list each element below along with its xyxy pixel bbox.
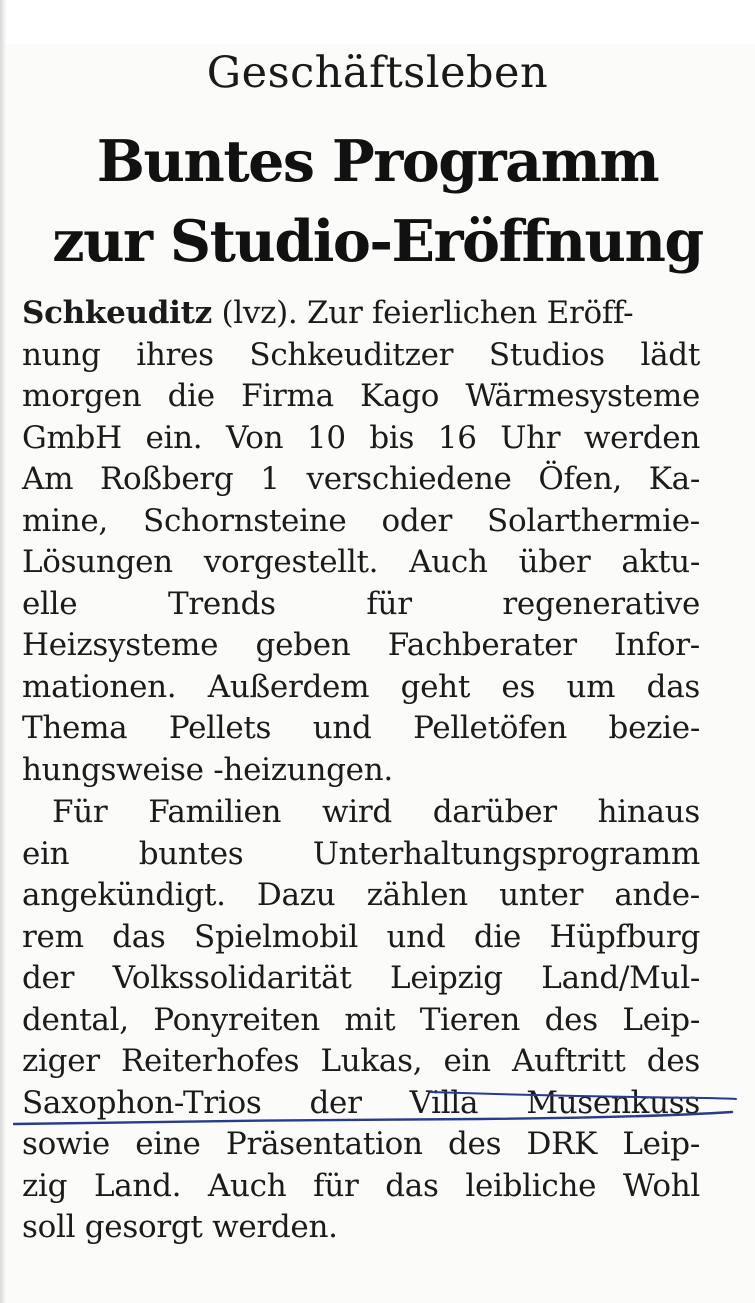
clipping-edge xyxy=(0,0,6,1303)
text-line: Saxophon-Trios der Villa Musenkuss xyxy=(22,1084,700,1121)
text-line: Thema Pellets und Pelletöfen bezie- xyxy=(22,710,700,746)
text-line: angekündigt. Dazu zählen unter ande- xyxy=(22,877,700,913)
headline-line-2: zur Studio-Eröffnung xyxy=(52,208,703,275)
text-line-rest: (lvz). Zur feierlichen Eröff- xyxy=(211,295,634,331)
text-line: hungsweise -heizungen. xyxy=(22,751,393,788)
headline-line-1: Buntes Programm xyxy=(96,128,659,195)
text-line: ziger Reiterhofes Lukas, ein Auftritt des xyxy=(22,1043,700,1079)
text-line: Heizsysteme geben Fachberater Infor- xyxy=(22,627,700,663)
text-line: morgen die Firma Kago Wärmesysteme xyxy=(22,378,700,414)
paragraph-1 xyxy=(22,293,700,791)
text-line: mationen. Außerdem geht es um das xyxy=(22,668,700,705)
text-line: nung ihres Schkeuditzer Studios lädt xyxy=(22,336,700,373)
text-line: ein buntes Unterhaltungsprogramm xyxy=(22,835,700,872)
text-line: soll gesorgt werden. xyxy=(22,1209,338,1245)
text-line: der Volkssolidarität Leipzig Land/Mul- xyxy=(22,960,700,996)
text-line xyxy=(22,293,700,335)
text-line: dental, Ponyreiten mit Tieren des Leip- xyxy=(22,1001,700,1038)
scan-margin xyxy=(0,0,755,44)
text-line: zig Land. Auch für das leibliche Wohl xyxy=(22,1167,700,1204)
section-rubric: Geschäftsleben xyxy=(206,48,549,98)
dateline: Schkeuditz xyxy=(22,295,212,331)
paragraph-2 xyxy=(22,792,700,1249)
text-line: Für Familien wird darüber hinaus xyxy=(52,794,700,830)
text-line: mine, Schornsteine oder Solarthermie- xyxy=(22,502,700,539)
text-line: sowie eine Präsentation des DRK Leip- xyxy=(22,1126,700,1162)
text-line: Lösungen vorgestellt. Auch über aktu- xyxy=(22,544,700,580)
headline xyxy=(20,122,735,282)
text-line: elle Trends für regenerative xyxy=(22,585,700,622)
text-line: Am Roßberg 1 verschiedene Öfen, Ka- xyxy=(22,461,700,497)
text-line: rem das Spielmobil und die Hüpfburg xyxy=(22,918,700,955)
text-line: GmbH ein. Von 10 bis 16 Uhr werden xyxy=(22,419,700,456)
